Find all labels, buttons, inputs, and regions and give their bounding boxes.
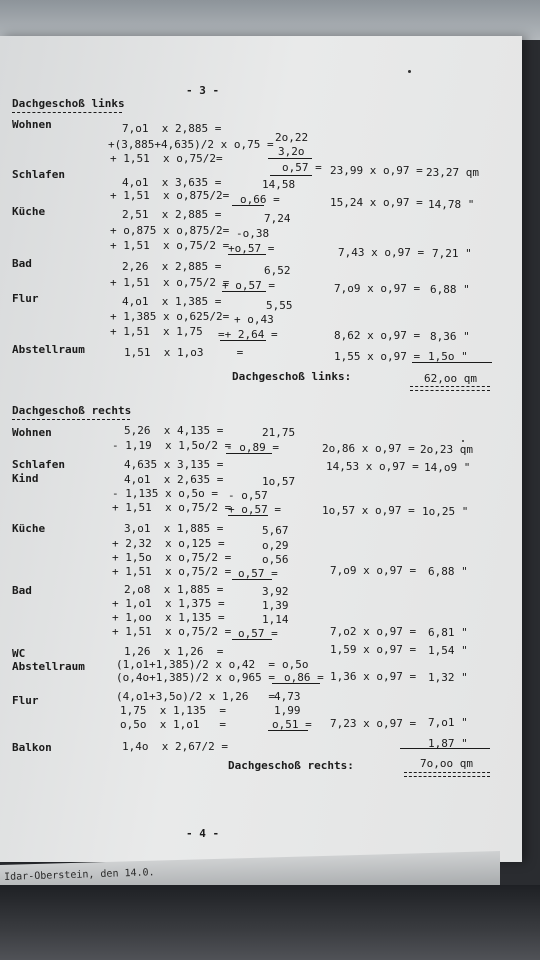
calc-value: o,57 = — [238, 567, 278, 580]
calc-line: + 2,32 x o,125 = — [112, 537, 225, 550]
calc-value: o,5o — [282, 658, 309, 671]
calc-line: (4,o1+3,5o)/2 x 1,26 = — [116, 690, 275, 703]
room-label-kueche: Küche — [12, 522, 46, 535]
room-area: 1o,25 " — [422, 505, 469, 518]
background-wall — [0, 0, 540, 40]
calc-value: 3,2o — [278, 145, 305, 158]
sum-line — [232, 205, 264, 206]
calc-line: 7,o1 x 2,885 = — [122, 122, 222, 135]
calc-value: 1,39 — [262, 599, 289, 612]
result-calc: 1,55 x o,97 = — [334, 350, 421, 363]
calc-value: o,86 = — [284, 671, 324, 684]
sum-line — [232, 579, 272, 580]
room-label-bad: Bad — [12, 584, 32, 597]
calc-line: + 1,oo x 1,135 = — [112, 611, 225, 624]
room-label-wc: WC — [12, 647, 26, 660]
total-label-links: Dachgeschoß links: — [232, 370, 352, 383]
calc-value: 5,67 — [262, 524, 289, 537]
calc-line: + 1,o1 x 1,375 = — [112, 597, 225, 610]
calc-line: 1,51 x 1,o3 = — [124, 346, 244, 359]
room-label-balkon: Balkon — [12, 741, 52, 754]
room-label-abstellraum: Abstellraum — [12, 343, 85, 356]
heading-underline — [12, 419, 130, 420]
paper-speck — [462, 440, 464, 442]
calc-value: 3,92 — [262, 585, 289, 598]
calc-line: - 1,19 x 1,5o/2 = — [112, 439, 232, 452]
room-area: 14,78 " — [428, 198, 475, 211]
calc-line: 3,o1 x 1,885 = — [124, 522, 224, 535]
calc-value: o,29 — [262, 539, 289, 552]
double-underline — [410, 386, 490, 391]
calc-value: 21,75 — [262, 426, 296, 439]
calc-line: 4,o1 x 2,635 = — [124, 473, 224, 486]
room-label-wohnen: Wohnen — [12, 118, 52, 131]
room-area: 8,36 " — [430, 330, 470, 343]
calc-line: + 1,51 x o,75/2 = — [110, 276, 230, 289]
room-area: 1,32 " — [428, 671, 468, 684]
calc-value: +o,57 = — [228, 242, 275, 255]
calc-value: + o,43 — [234, 313, 274, 326]
calc-value: 2o,22 — [275, 131, 309, 144]
result-calc: 2o,86 x o,97 = — [322, 442, 415, 455]
room-area: 1,54 " — [428, 644, 468, 657]
calc-line: + 1,51 x o,75/2 = — [112, 625, 232, 638]
section-heading-links: Dachgeschoß links — [12, 97, 125, 110]
sum-line — [226, 453, 272, 454]
sum-line — [268, 730, 308, 731]
calc-value: o,57 = — [282, 161, 322, 174]
result-calc: 1o,57 x o,97 = — [322, 504, 415, 517]
room-label-schlafen: Schlafen — [12, 168, 65, 181]
calc-value: 1,99 — [274, 704, 301, 717]
room-label-bad: Bad — [12, 257, 32, 270]
calc-line: - 1,135 x o,5o = — [112, 487, 218, 500]
calc-line: + 1,51 x o,75/2 = — [112, 565, 232, 578]
result-calc: 15,24 x o,97 = — [330, 196, 423, 209]
room-area: 1,87 " — [428, 737, 468, 750]
calc-value: - o,89 = — [226, 441, 279, 454]
room-label-kueche: Küche — [12, 205, 46, 218]
calc-value: 4,73 — [274, 690, 301, 703]
sum-line — [228, 515, 268, 516]
calc-value: o,57 = — [238, 627, 278, 640]
calc-line: o,5o x 1,o1 = — [120, 718, 226, 731]
calc-value: 7,24 — [264, 212, 291, 225]
calc-line: +(3,885+4,635)/2 x o,75 = — [108, 138, 274, 151]
calc-value: o,56 — [262, 553, 289, 566]
calc-line: 4,o1 x 3,635 = — [122, 176, 222, 189]
calc-line: + 1,51 x o,75/2= — [110, 152, 223, 165]
result-calc: 7,o2 x o,97 = — [330, 625, 417, 638]
room-area: 6,88 " — [430, 283, 470, 296]
result-calc: 7,43 x o,97 = — [338, 246, 425, 259]
sum-line — [400, 748, 490, 749]
result-calc: 7,o9 x o,97 = — [330, 564, 417, 577]
sum-line — [270, 175, 312, 176]
calc-value: + o,57 = — [222, 279, 275, 292]
sum-line — [222, 291, 266, 292]
room-area: 7,o1 " — [428, 716, 468, 729]
calc-line: + 1,51 x 1,75 — [110, 325, 203, 338]
calc-line: 2,51 x 2,885 = — [122, 208, 222, 221]
calc-value: o,66 = — [240, 193, 280, 206]
sum-line — [268, 158, 312, 159]
room-area: 6,81 " — [428, 626, 468, 639]
calc-value: 5,55 — [266, 299, 293, 312]
calc-line: + 1,385 x o,625/2= — [110, 310, 230, 323]
calc-value: o,51 = — [272, 718, 312, 731]
result-calc: 23,99 x o,97 = — [330, 164, 423, 177]
calc-value: 1o,57 — [262, 475, 296, 488]
sum-line — [412, 362, 492, 363]
calc-line: 4,o1 x 1,385 = — [122, 295, 222, 308]
room-label-abstellraum: Abstellraum — [12, 660, 85, 673]
calc-line: + 1,5o x o,75/2 = — [112, 551, 232, 564]
calc-line: 4,635 x 3,135 = — [124, 458, 224, 471]
result-calc: 1,59 x o,97 = — [330, 643, 417, 656]
room-label-schlafen: Schlafen — [12, 458, 65, 471]
calc-line: 1,26 x 1,26 = — [124, 645, 224, 658]
calc-value: -o,38 — [236, 227, 270, 240]
result-calc: 14,53 x o,97 = — [326, 460, 419, 473]
calc-line: + 1,51 x o,75/2 = — [112, 501, 232, 514]
calc-line: + 1,51 x o,875/2= — [110, 189, 230, 202]
room-label-flur: Flur — [12, 292, 39, 305]
sum-line — [220, 340, 266, 341]
result-calc: 8,62 x o,97 = — [334, 329, 421, 342]
result-calc: 7,23 x o,97 = — [330, 717, 417, 730]
dark-surface — [0, 885, 540, 960]
calc-value: 6,52 — [264, 264, 291, 277]
calc-line: (o,4o+1,385)/2 x o,965 = — [116, 671, 275, 684]
heading-underline — [12, 112, 122, 113]
room-label-flur: Flur — [12, 694, 39, 707]
calc-line: 5,26 x 4,135 = — [124, 424, 224, 437]
calc-value: 14,58 — [262, 178, 296, 191]
calc-line: 2,26 x 2,885 = — [122, 260, 222, 273]
calc-line: 1,75 x 1,135 = — [120, 704, 226, 717]
calc-value: - o,57 — [228, 489, 268, 502]
sum-line — [232, 639, 272, 640]
paper-speck — [408, 70, 411, 73]
double-underline — [404, 772, 490, 777]
footer-text: Idar-Oberstein, den 14.0. — [4, 867, 155, 883]
calc-line: 1,4o x 2,67/2 = — [122, 740, 228, 753]
calc-line: + 1,51 x o,75/2 = — [110, 239, 230, 252]
calc-value: 1,14 — [262, 613, 289, 626]
room-area: 2o,23 qm — [420, 443, 473, 456]
room-area: 6,88 " — [428, 565, 468, 578]
room-area: 7,21 " — [432, 247, 472, 260]
total-label-rechts: Dachgeschoß rechts: — [228, 759, 354, 772]
total-value-links: 62,oo qm — [424, 372, 477, 385]
room-area: 14,o9 " — [424, 461, 471, 474]
calc-line: (1,o1+1,385)/2 x o,42 = — [116, 658, 275, 671]
total-value-rechts: 7o,oo qm — [420, 757, 473, 770]
calc-line: + o,875 x o,875/2= — [110, 224, 230, 237]
room-area: 23,27 qm — [426, 166, 479, 179]
room-label-wohnen: Wohnen — [12, 426, 52, 439]
room-area: 1,5o " — [428, 350, 468, 363]
calc-value: + o,57 = — [228, 503, 281, 516]
section-heading-rechts: Dachgeschoß rechts — [12, 404, 132, 417]
result-calc: 1,36 x o,97 = — [330, 670, 417, 683]
result-calc: 7,o9 x o,97 = — [334, 282, 421, 295]
room-label-kind: Kind — [12, 472, 39, 485]
sum-line — [272, 683, 320, 684]
calc-line: 2,o8 x 1,885 = — [124, 583, 224, 596]
page-number: - 3 - — [186, 84, 220, 97]
sum-line — [228, 254, 266, 255]
next-page-number: - 4 - — [186, 827, 220, 840]
calc-value: =+ 2,64 = — [218, 328, 278, 341]
